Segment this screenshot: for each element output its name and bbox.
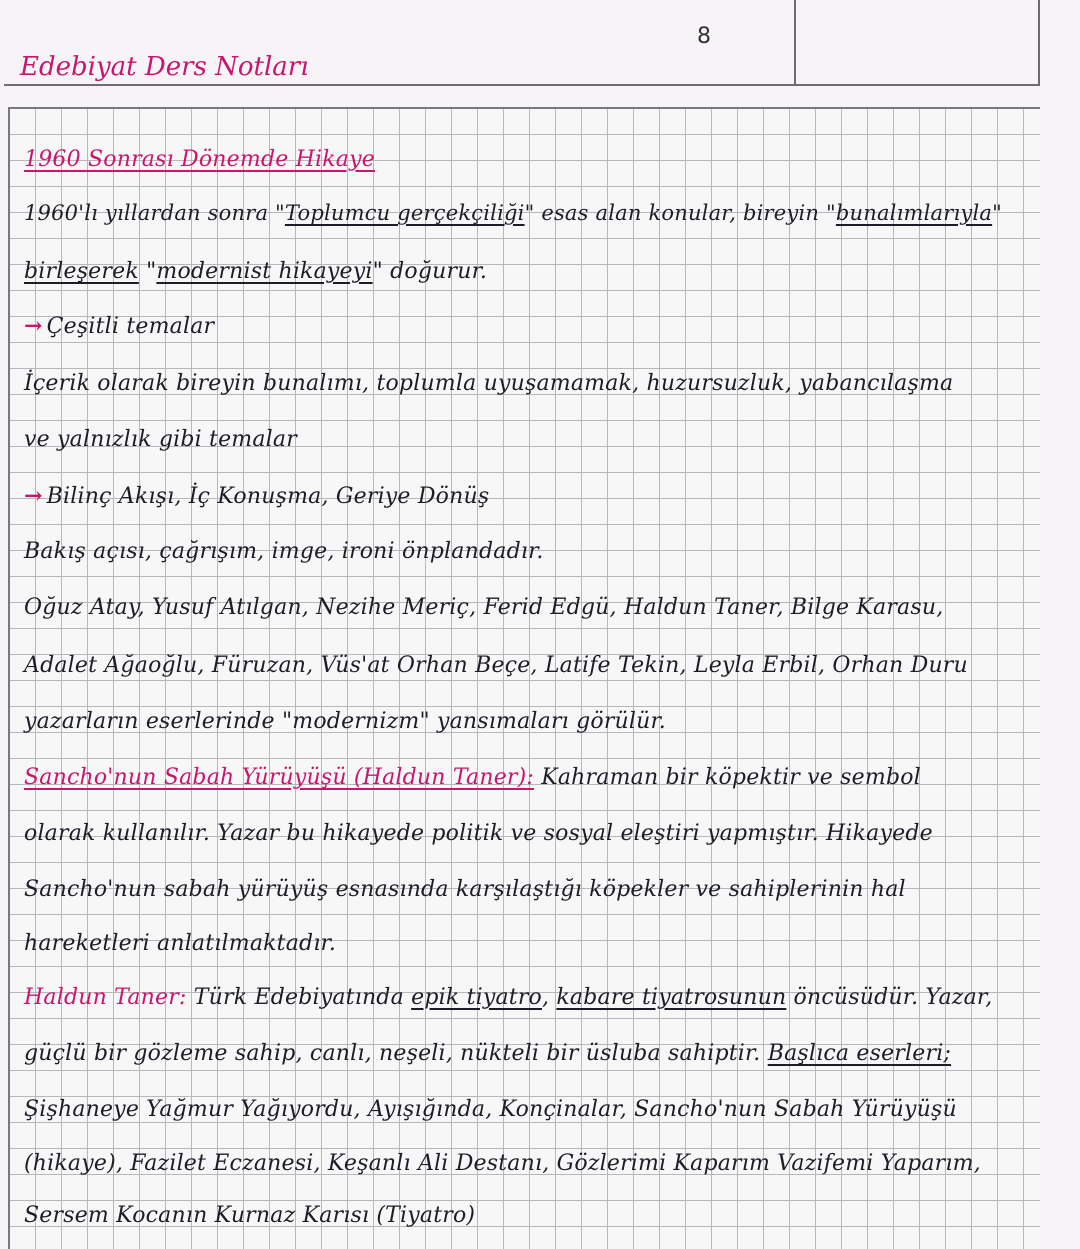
haldun-line-1 [24,985,992,1010]
haldun-underline-1: epik tiyatro [411,985,542,1010]
arrow-right-icon: → [24,313,43,339]
intro-line-1 [24,201,1002,225]
intro-text-2: " esas alan konular, bireyin " [524,201,836,225]
authors-line-3: yazarların eserlerinde "modernizm" yansımaları görülür. [24,709,666,734]
haldun-line-2 [24,1041,951,1066]
sancho-text-1: Kahraman bir köpektir ve sembol [534,765,921,790]
intro-text-5: " doğurur. [372,259,488,284]
intro-text-3: " [992,201,1002,225]
intro-line-2 [24,259,487,284]
intro-underline-4: modernist hikayeyi [156,259,373,284]
bullet-techniques-label: Bilinç Akışı, İç Konuşma, Geriye Dönüş [46,484,490,509]
arrow-right-icon: → [24,483,43,509]
intro-underline-3: birleşerek [24,259,139,284]
sancho-title: Sancho'nun Sabah Yürüyüşü (Haldun Taner): [24,765,535,790]
intro-underline-1: Toplumcu gerçekçiliği [284,201,525,225]
sancho-line-2: olarak kullanılır. Yazar bu hikayede politik ve sosyal eleştiri yapmıştır. Hikayede [24,821,933,846]
techniques-line: Bakış açısı, çağrışım, imge, ironi önplandadır. [24,539,544,564]
haldun-text-c: öncüsüdür. Yazar, [786,985,993,1010]
sancho-line-1 [24,765,921,790]
themes-line-1: İçerik olarak bireyin bunalımı, toplumla uyuşamamak, huzursuzluk, yabancılaşma [24,371,954,396]
haldun-line-4: (hikaye), Fazilet Eczanesi, Keşanlı Ali Destanı, Gözlerimi Kaparım Vazifemi Yaparım, [24,1151,981,1176]
authors-line-2: Adalet Ağaoğlu, Füruzan, Vüs'at Orhan Beçe, Latife Tekin, Leyla Erbil, Orhan Duru [24,653,968,678]
haldun-line-3: Şişhaneye Yağmur Yağıyordu, Ayışığında, Konçinalar, Sancho'nun Sabah Yürüyüşü [24,1097,957,1122]
sancho-line-4: hareketleri anlatılmaktadır. [24,931,337,956]
page-number: 8 [697,24,711,49]
haldun-text-a: Türk Edebiyatında [186,985,412,1010]
haldun-underline-2: kabare tiyatrosunun [556,985,787,1010]
bullet-techniques [24,483,489,509]
intro-underline-2: bunalımlarıyla [835,201,993,225]
intro-text-1: 1960'lı yıllardan sonra " [24,201,285,225]
header-divider [794,0,796,86]
themes-line-2: ve yalnızlık gibi temalar [24,427,297,452]
sancho-line-3: Sancho'nun sabah yürüyüş esnasında karşılaştığı köpekler ve sahiplerinin hal [24,877,906,902]
haldun-underline-3: Başlıca eserleri; [767,1041,952,1066]
bullet-themes [24,313,214,339]
haldun-line-5: Sersem Kocanın Kurnaz Karısı (Tiyatro) [24,1203,476,1228]
authors-line-1: Oğuz Atay, Yusuf Atılgan, Nezihe Meriç, Ferid Edgü, Haldun Taner, Bilge Karasu, [24,595,944,620]
grid-paper [8,107,1040,1249]
page-title: Edebiyat Ders Notları [20,52,309,82]
bullet-themes-label: Çeşitli temalar [46,314,215,339]
haldun-text-l2a: güçlü bir gözleme sahip, canlı, neşeli, nükteli bir üsluba sahiptir. [24,1041,768,1066]
haldun-title: Haldun Taner: [24,985,187,1010]
section-title: 1960 Sonrası Dönemde Hikaye [24,147,375,172]
haldun-text-b: , [542,985,557,1010]
intro-text-4: " [138,259,157,284]
